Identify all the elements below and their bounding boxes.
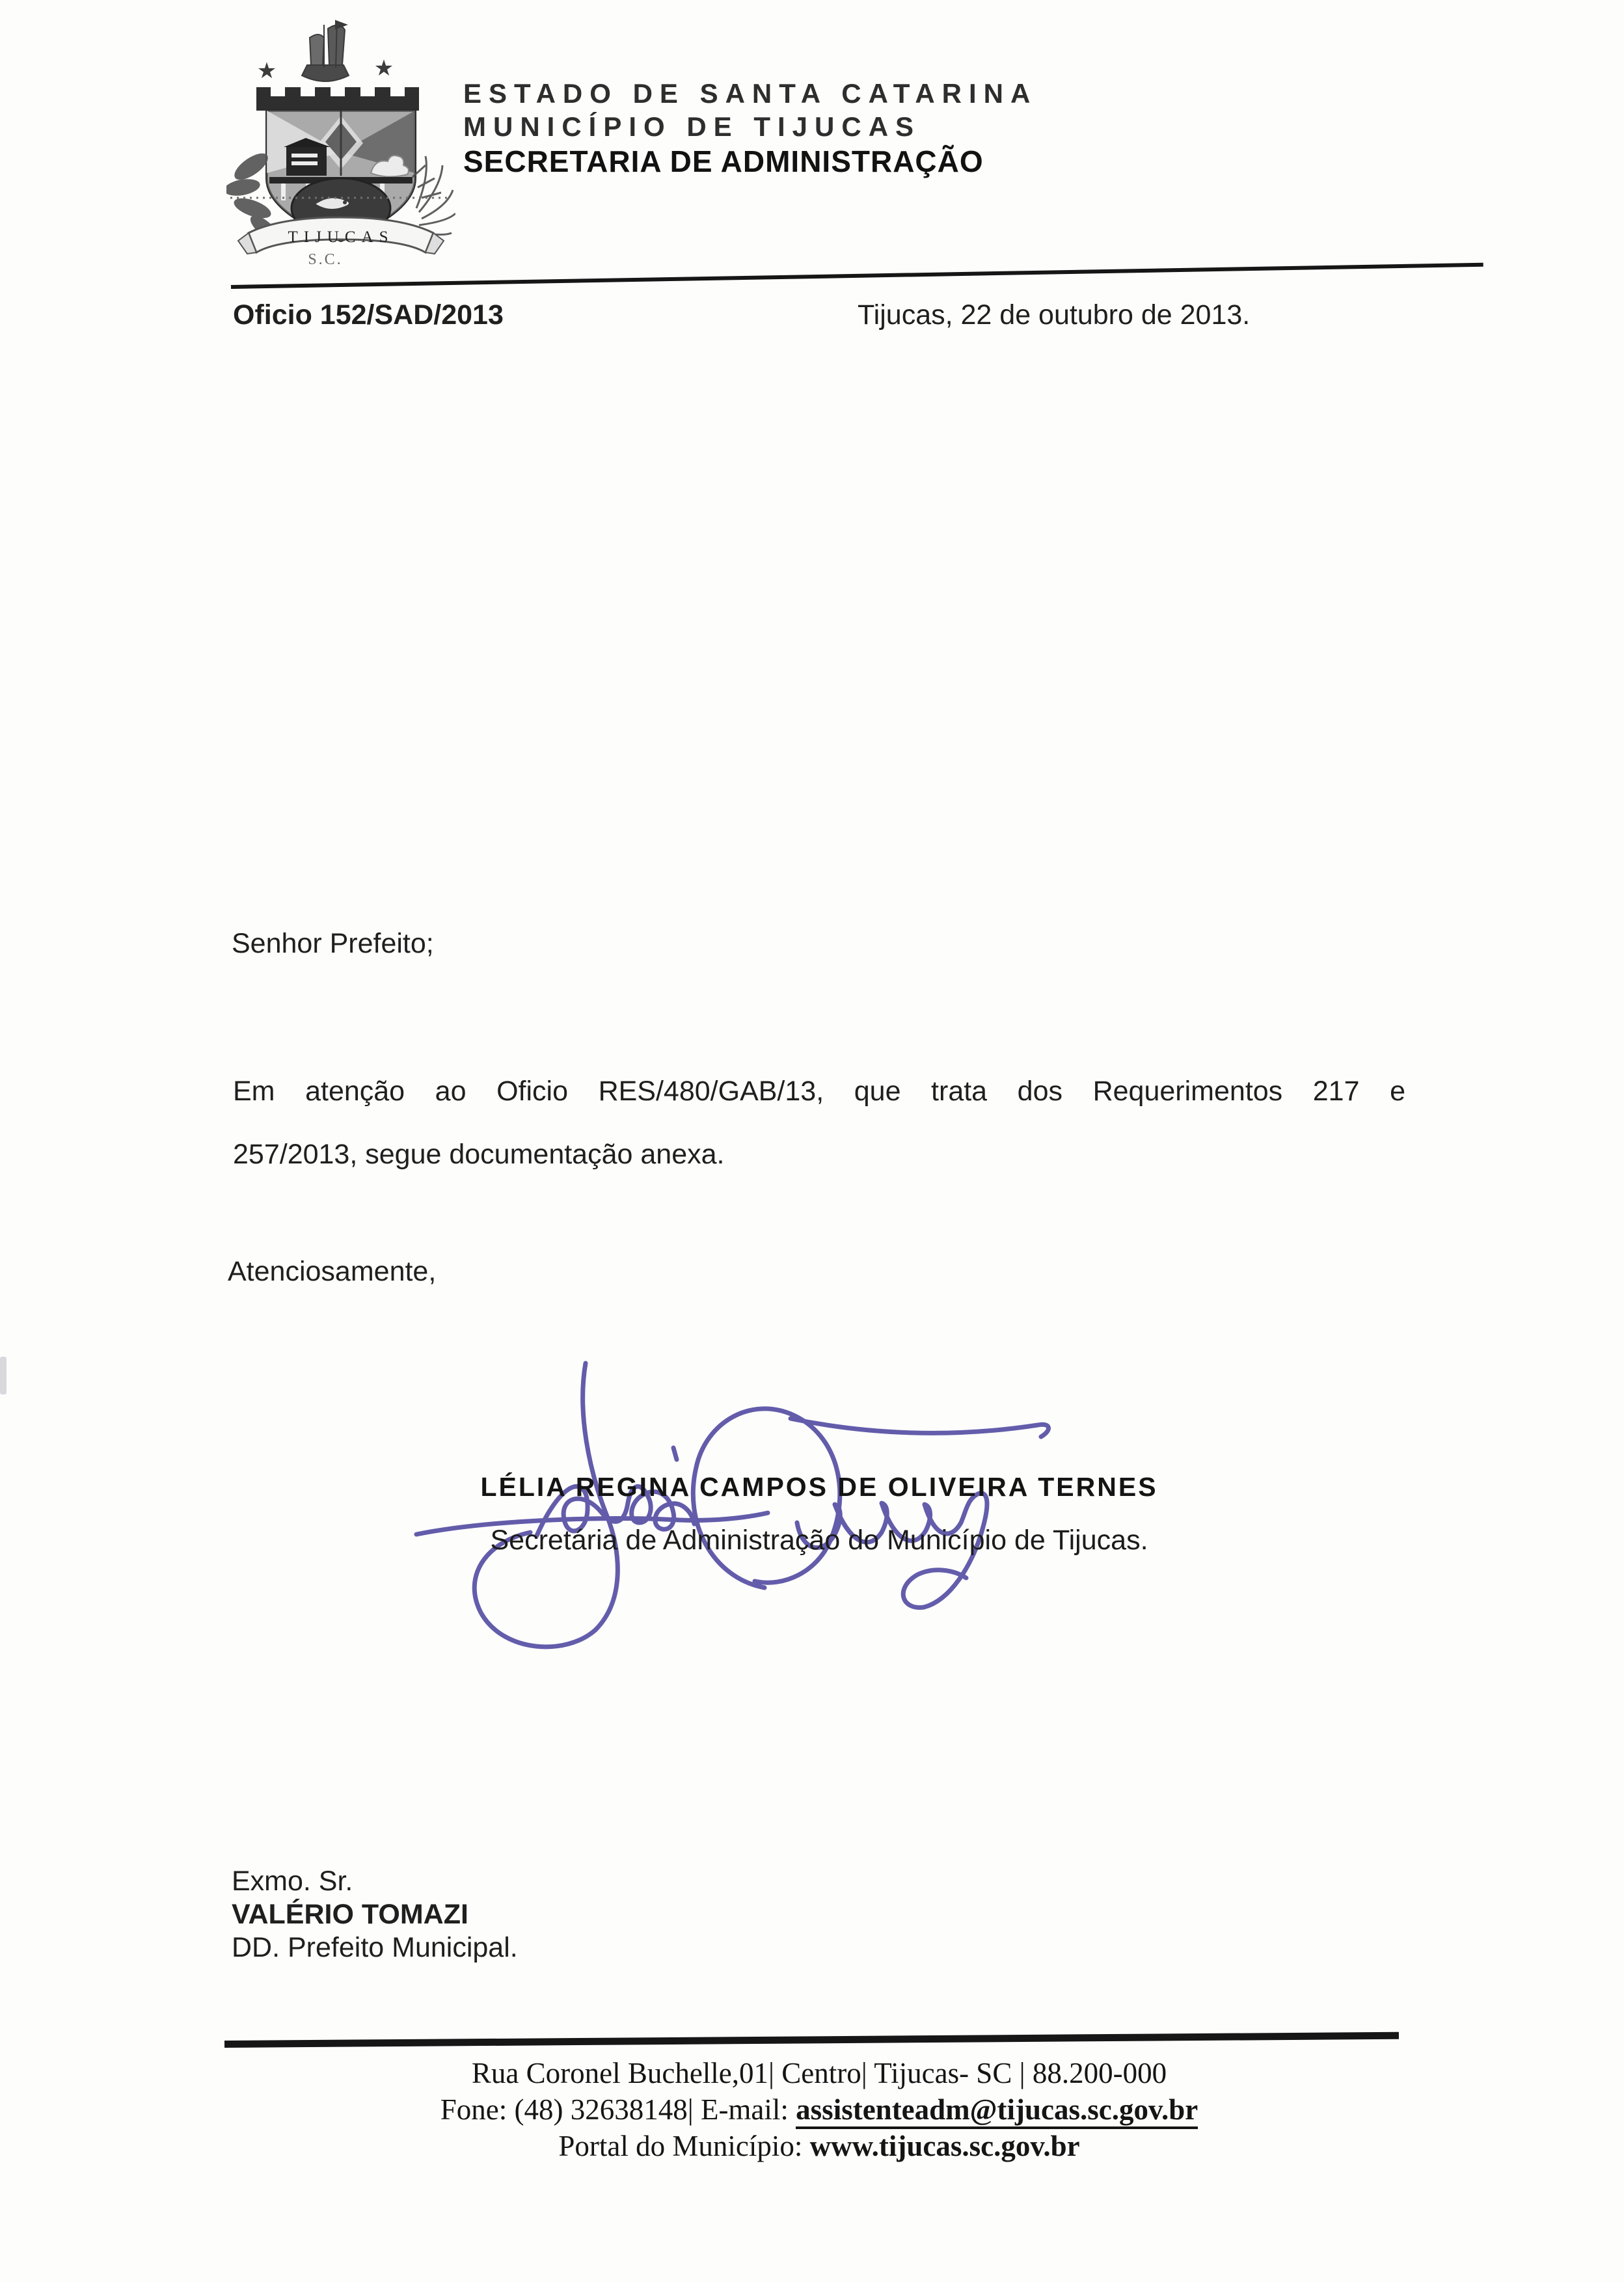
org-line-department: SECRETARIA DE ADMINISTRAÇÃO bbox=[463, 144, 984, 178]
crown-band bbox=[256, 87, 419, 111]
footer-email: assistenteadm@tijucas.sc.gov.br bbox=[796, 2093, 1198, 2129]
scan-edge-smudge bbox=[0, 1357, 7, 1394]
signer-title: Secretária de Administração do Município de Tijucas. bbox=[490, 1525, 1148, 1556]
salutation: Senhor Prefeito; bbox=[232, 928, 434, 959]
foliage-right bbox=[413, 156, 455, 235]
star-right-icon: ★ bbox=[373, 56, 394, 81]
ship-icon bbox=[302, 21, 349, 81]
footer-portal bbox=[233, 2128, 1405, 2164]
footer-portal-url: www.tijucas.sc.gov.br bbox=[809, 2130, 1080, 2162]
recipient-title: DD. Prefeito Municipal. bbox=[232, 1932, 518, 1963]
footer-phone-label: Fone: (48) 32638148| E-mail: bbox=[440, 2093, 796, 2126]
body-paragraph-line1: Em atenção ao Oficio RES/480/GAB/13, que trata dos Requerimentos 217 e bbox=[233, 1076, 1405, 1107]
footer-divider-rule bbox=[224, 2032, 1399, 2048]
body-paragraph bbox=[233, 1075, 1405, 1171]
footer-block bbox=[233, 2055, 1405, 2164]
document-number: Oficio 152/SAD/2013 bbox=[233, 299, 504, 331]
signature-block bbox=[233, 1472, 1405, 1556]
footer-contact bbox=[233, 2091, 1405, 2128]
date-line: Tijucas, 22 de outubro de 2013. bbox=[858, 299, 1251, 331]
signer-name: LÉLIA REGINA CAMPOS DE OLIVEIRA TERNES bbox=[480, 1472, 1158, 1502]
closing-word: Atenciosamente, bbox=[228, 1256, 437, 1287]
recipient-name: VALÉRIO TOMAZI bbox=[232, 1899, 468, 1930]
logo-banner-text: TIJUCAS bbox=[288, 228, 394, 246]
footer-portal-label: Portal do Município: bbox=[558, 2130, 810, 2162]
logo-sc-text: S.C. bbox=[308, 251, 343, 268]
header-org-block bbox=[463, 77, 1037, 178]
crest-graphic bbox=[226, 21, 455, 268]
recipient-honorific: Exmo. Sr. bbox=[232, 1866, 353, 1897]
tijucas-coat-of-arms bbox=[226, 13, 455, 268]
org-line-municipality: MUNICÍPIO DE TIJUCAS bbox=[463, 111, 921, 142]
org-line-state: ESTADO DE SANTA CATARINA bbox=[463, 78, 1038, 109]
recipient-block bbox=[232, 1865, 518, 1964]
star-left-icon: ★ bbox=[256, 59, 277, 83]
body-paragraph-line2: 257/2013, segue documentação anexa. bbox=[233, 1139, 725, 1170]
footer-address: Rua Coronel Buchelle,01| Centro| Tijucas- SC | 88.200-000 bbox=[471, 2057, 1167, 2089]
